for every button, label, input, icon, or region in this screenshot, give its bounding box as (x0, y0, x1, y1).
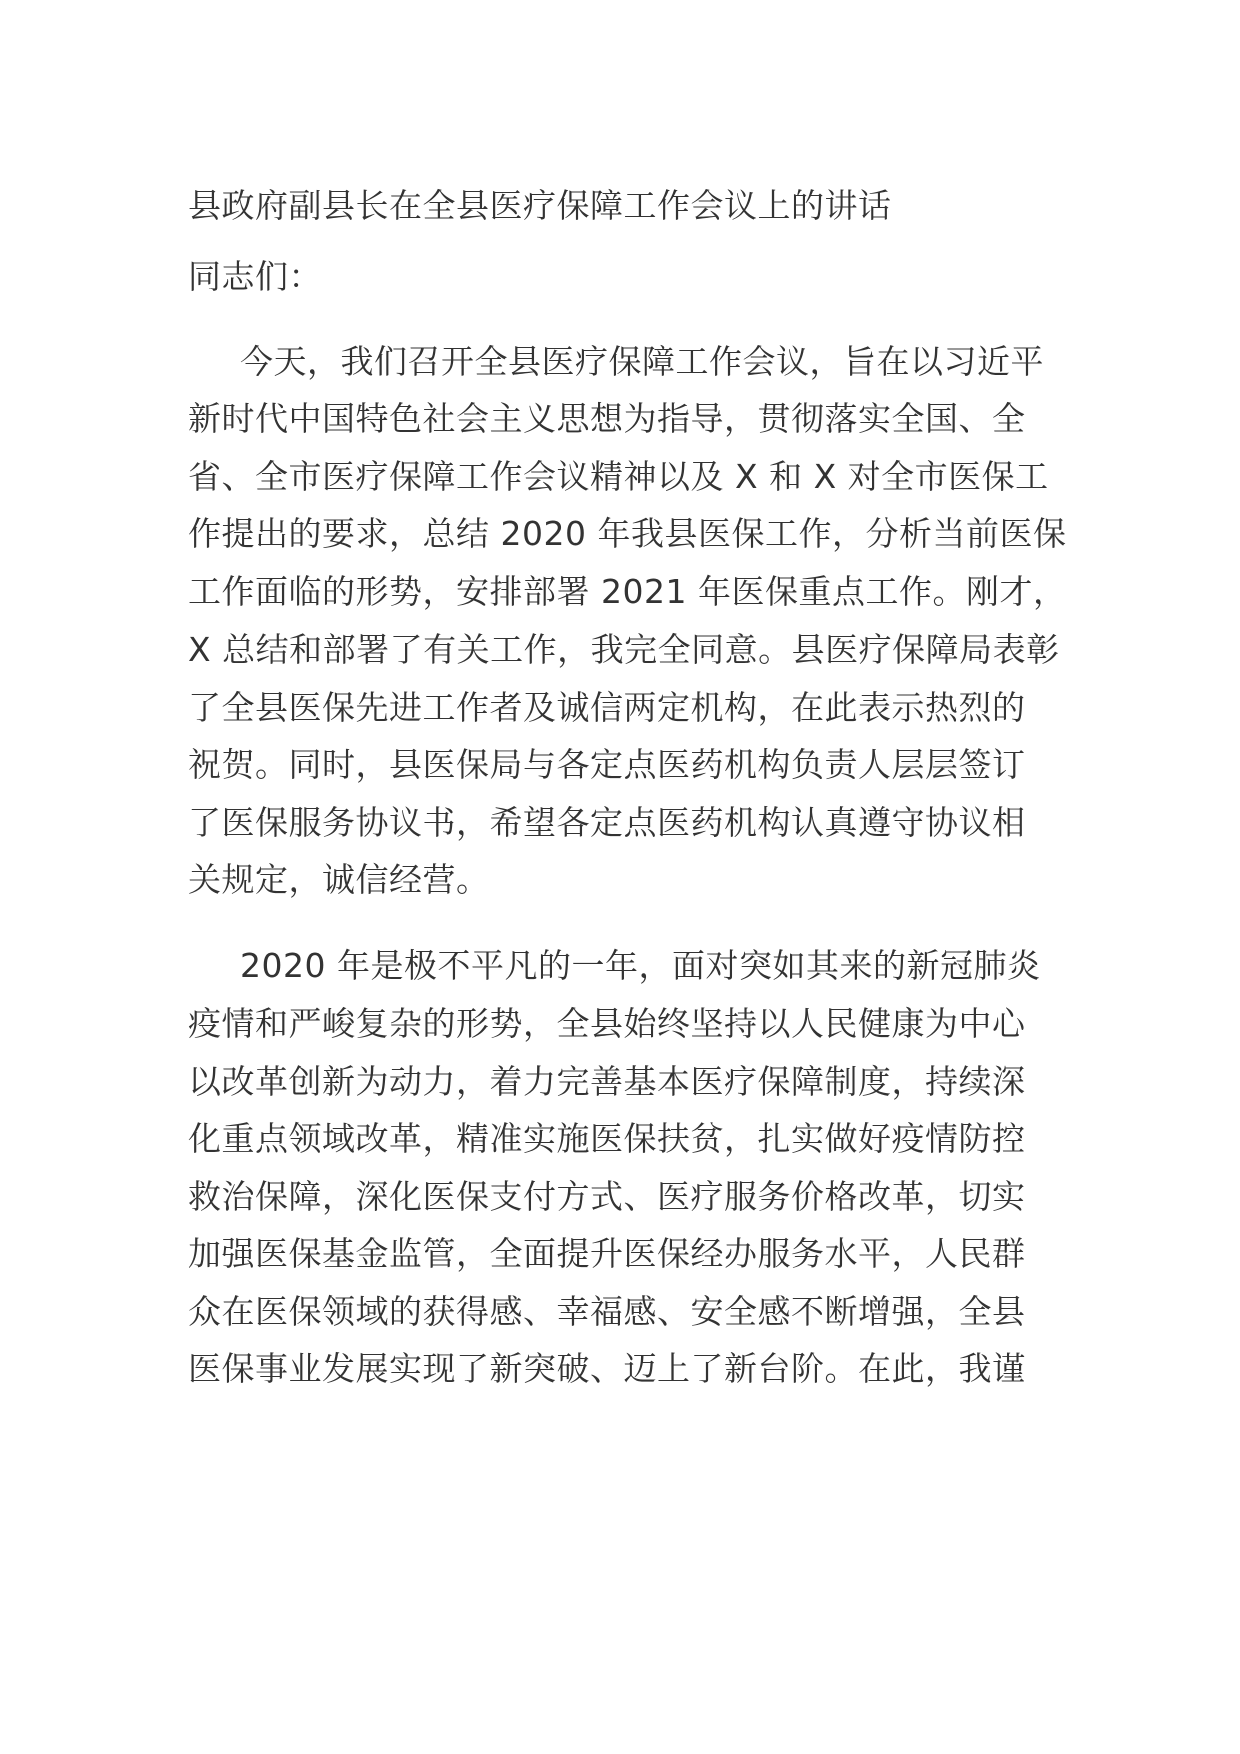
paragraph-line: 了医保服务协议书，希望各定点医药机构认真遵守协议相 (188, 803, 1026, 842)
paragraph-line: 了全县医保先进工作者及诚信两定机构，在此表示热烈的 (188, 688, 1026, 727)
paragraph-line: X 总结和部署了有关工作，我完全同意。县医疗保障局表彰 (188, 630, 1060, 669)
document-title: 县政府副县长在全县医疗保障工作会议上的讲话 (188, 186, 892, 225)
salutation: 同志们： (188, 257, 322, 296)
paragraph-line: 以改革创新为动力，着力完善基本医疗保障制度，持续深 (188, 1062, 1026, 1101)
paragraph-line: 关规定，诚信经营。 (188, 860, 490, 899)
paragraph-line: 疫情和严峻复杂的形势，全县始终坚持以人民健康为中心 (188, 1004, 1026, 1043)
paragraph-line: 加强医保基金监管，全面提升医保经办服务水平，人民群 (188, 1234, 1026, 1273)
paragraph-line: 今天，我们召开全县医疗保障工作会议，旨在以习近平 (240, 342, 1044, 381)
paragraph-line: 化重点领域改革，精准实施医保扶贫，扎实做好疫情防控 (188, 1119, 1026, 1158)
paragraph-line: 新时代中国特色社会主义思想为指导，贯彻落实全国、全 (188, 399, 1026, 438)
paragraph-line: 工作面临的形势，安排部署 2021 年医保重点工作。刚才， (188, 572, 1067, 611)
paragraph-line: 救治保障，深化医保支付方式、医疗服务价格改革，切实 (188, 1177, 1026, 1216)
paragraph-line: 祝贺。同时，县医保局与各定点医药机构负责人层层签订 (188, 745, 1026, 784)
paragraph-line: 作提出的要求，总结 2020 年我县医保工作，分析当前医保 (188, 514, 1067, 553)
paragraph-line: 医保事业发展实现了新突破、迈上了新台阶。在此，我谨 (188, 1349, 1026, 1388)
paragraph-line: 众在医保领域的获得感、幸福感、安全感不断增强，全县 (188, 1292, 1026, 1331)
paragraph-line: 省、全市医疗保障工作会议精神以及 X 和 X 对全市医保工 (188, 457, 1049, 496)
paragraph-line: 2020 年是极不平凡的一年，面对突如其来的新冠肺炎 (240, 946, 1041, 985)
